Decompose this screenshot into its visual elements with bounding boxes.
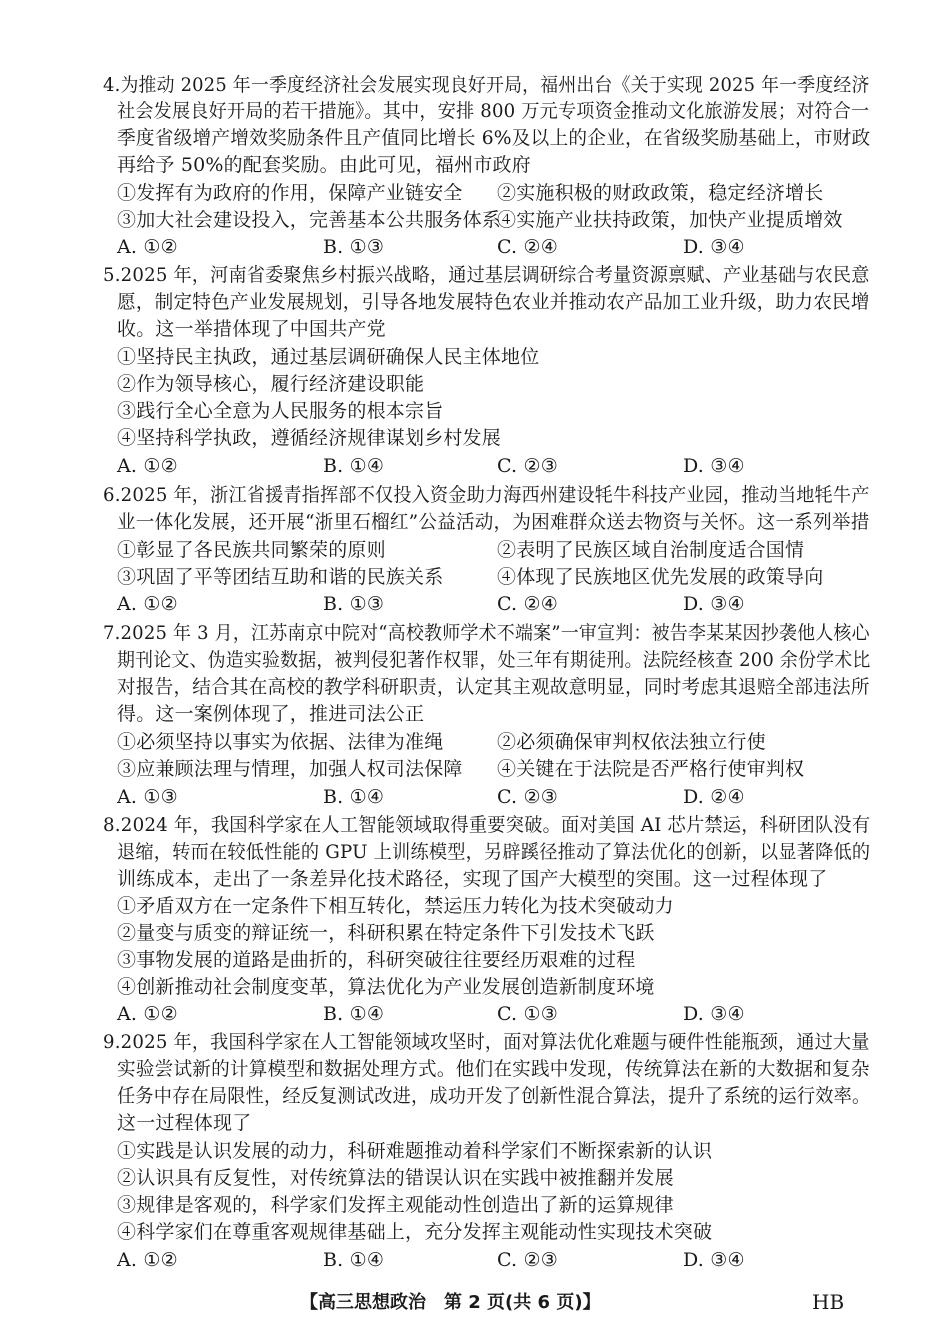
- question-stem-line: 季度省级增产增效奖励条件且产值同比增长 6%及以上的企业，在省级奖励基础上，市财政: [117, 127, 871, 149]
- question-stem-line: 任务中存在局限性，经反复测试改进，成功开发了创新性混合算法，提升了系统的运行效率。: [117, 1085, 871, 1107]
- option-4: ④实施产业扶持政策，加快产业提质增效: [497, 209, 843, 231]
- answer-d: D. ③④: [683, 236, 745, 258]
- answer-d: D. ③④: [683, 593, 745, 615]
- answer-d: D. ③④: [683, 1003, 745, 1025]
- question-stem-line: 7.2025 年 3 月，江苏南京中院对“高校教师学术不端案”一审宣判：被告李某某因抄袭他人核心: [103, 622, 870, 644]
- footer-title: 【高三思想政治 第 2 页(共 6 页)】: [300, 1292, 601, 1313]
- option-3: ③应兼顾法理与情理，加强人权司法保障: [117, 758, 463, 780]
- option-1: ①坚持民主执政，通过基层调研确保人民主体地位: [117, 346, 540, 368]
- question-stem-line: 5.2025 年，河南省委聚焦乡村振兴战略，通过基层调研综合考量资源禀赋、产业基础与农民意: [103, 264, 870, 286]
- question-stem-line: 收。这一举措体现了中国共产党: [117, 318, 386, 340]
- option-1: ①必须坚持以事实为依据、法律为准绳: [117, 731, 444, 753]
- answer-a: A. ①②: [117, 593, 178, 615]
- option-3: ③规律是客观的，科学家们发挥主观能动性创造出了新的运算规律: [117, 1194, 674, 1216]
- option-3: ③践行全心全意为人民服务的根本宗旨: [117, 400, 444, 422]
- question-stem-line: 对报告，结合其在高校的教学科研职责，认定其主观故意明显，同时考虑其退赔全部违法所: [117, 676, 870, 698]
- option-2: ②认识具有反复性，对传统算法的错误认识在实践中被推翻并发展: [117, 1167, 674, 1189]
- question-stem-line: 这一过程体现了: [117, 1112, 252, 1134]
- answer-b: B. ①④: [323, 1003, 385, 1025]
- option-3: ③巩固了平等团结互助和谐的民族关系: [117, 566, 444, 588]
- question-stem-line: 6.2025 年，浙江省援青指挥部不仅投入资金助力海西州建设牦牛科技产业园，推动当地牦牛产: [103, 484, 870, 506]
- answer-c: C. ①③: [497, 1003, 559, 1025]
- answer-c: C. ②④: [497, 593, 559, 615]
- option-2: ②实施积极的财政政策，稳定经济增长: [497, 182, 824, 204]
- answer-d: D. ③④: [683, 455, 745, 477]
- answer-c: C. ②④: [497, 236, 559, 258]
- question-stem-line: 得。这一案例体现了，推进司法公正: [117, 703, 425, 725]
- answer-a: A. ①②: [117, 236, 178, 258]
- question-stem-line: 4.为推动 2025 年一季度经济社会发展实现良好开局，福州出台《关于实现 2025 年一季度经济: [103, 74, 870, 96]
- question-stem-line: 愿，制定特色产业发展规划，引导各地发展特色农业并推动农产品加工业升级，助力农民增: [117, 291, 870, 313]
- answer-c: C. ②③: [497, 1249, 559, 1271]
- answer-d: D. ③④: [683, 1249, 745, 1271]
- question-stem-line: 训练成本，走出了一条差异化技术路径，实现了国产大模型的突围。这一过程体现了: [117, 868, 828, 890]
- answer-a: A. ①③: [117, 786, 178, 808]
- option-2: ②作为领导核心，履行经济建设职能: [117, 373, 425, 395]
- option-3: ③加大社会建设投入，完善基本公共服务体系: [117, 209, 502, 231]
- question-stem-line: 期刊论文、伪造实验数据，被判侵犯著作权罪，处三年有期徒刑。法院经核查 200 余份学术比: [117, 649, 871, 671]
- page-footer: [0, 1288, 950, 1318]
- option-4: ④关键在于法院是否严格行使审判权: [497, 758, 805, 780]
- option-1: ①矛盾双方在一定条件下相互转化，禁运压力转化为技术突破动力: [117, 895, 674, 917]
- answer-a: A. ①②: [117, 455, 178, 477]
- answer-a: A. ①②: [117, 1249, 178, 1271]
- option-2: ②表明了民族区域自治制度适合国情: [497, 539, 805, 561]
- answer-d: D. ②④: [683, 786, 745, 808]
- answer-b: B. ①③: [323, 236, 385, 258]
- option-1: ①彰显了各民族共同繁荣的原则: [117, 539, 386, 561]
- answer-b: B. ①③: [323, 593, 385, 615]
- answer-a: A. ①②: [117, 1003, 178, 1025]
- question-stem-line: 社会发展良好开局的若干措施》。其中，安排 800 万元专项资金推动文化旅游发展；对符合一: [117, 100, 870, 122]
- option-2: ②量变与质变的辩证统一，科研积累在特定条件下引发技术飞跃: [117, 922, 655, 944]
- option-3: ③事物发展的道路是曲折的，科研突破往往要经历艰难的过程: [117, 949, 636, 971]
- question-stem-line: 8.2024 年，我国科学家在人工智能领域取得重要突破。面对美国 AI 芯片禁运，科研团队没有: [103, 814, 871, 836]
- question-stem-line: 退缩，转而在较低性能的 GPU 上训练模型，另辟蹊径推动了算法优化的创新，以显著降低的: [117, 841, 871, 863]
- option-4: ④创新推动社会制度变革，算法优化为产业发展创造新制度环境: [117, 976, 655, 998]
- answer-c: C. ②③: [497, 455, 559, 477]
- footer-code: HB: [812, 1290, 845, 1314]
- option-4: ④科学家们在尊重客观规律基础上，充分发挥主观能动性实现技术突破: [117, 1221, 713, 1243]
- question-stem-line: 9.2025 年，我国科学家在人工智能领域攻坚时，面对算法优化难题与硬件性能瓶颈，通过大量: [103, 1031, 870, 1053]
- question-stem-line: 业一体化发展，还开展“浙里石榴红”公益活动，为困难群众送去物资与关怀。这一系列举措: [117, 511, 870, 533]
- answer-b: B. ①④: [323, 1249, 385, 1271]
- answer-c: C. ②③: [497, 786, 559, 808]
- answer-b: B. ①④: [323, 455, 385, 477]
- question-stem-line: 再给予 50%的配套奖励。由此可见，福州市政府: [117, 154, 531, 176]
- option-4: ④坚持科学执政，遵循经济规律谋划乡村发展: [117, 427, 502, 449]
- option-4: ④体现了民族地区优先发展的政策导向: [497, 566, 824, 588]
- answer-b: B. ①④: [323, 786, 385, 808]
- option-2: ②必须确保审判权依法独立行使: [497, 731, 766, 753]
- option-1: ①发挥有为政府的作用，保障产业链安全: [117, 182, 463, 204]
- option-1: ①实践是认识发展的动力，科研难题推动着科学家们不断探索新的认识: [117, 1140, 713, 1162]
- question-stem-line: 实验尝试新的计算模型和数据处理方式。他们在实践中发现，传统算法在新的大数据和复杂: [117, 1058, 870, 1080]
